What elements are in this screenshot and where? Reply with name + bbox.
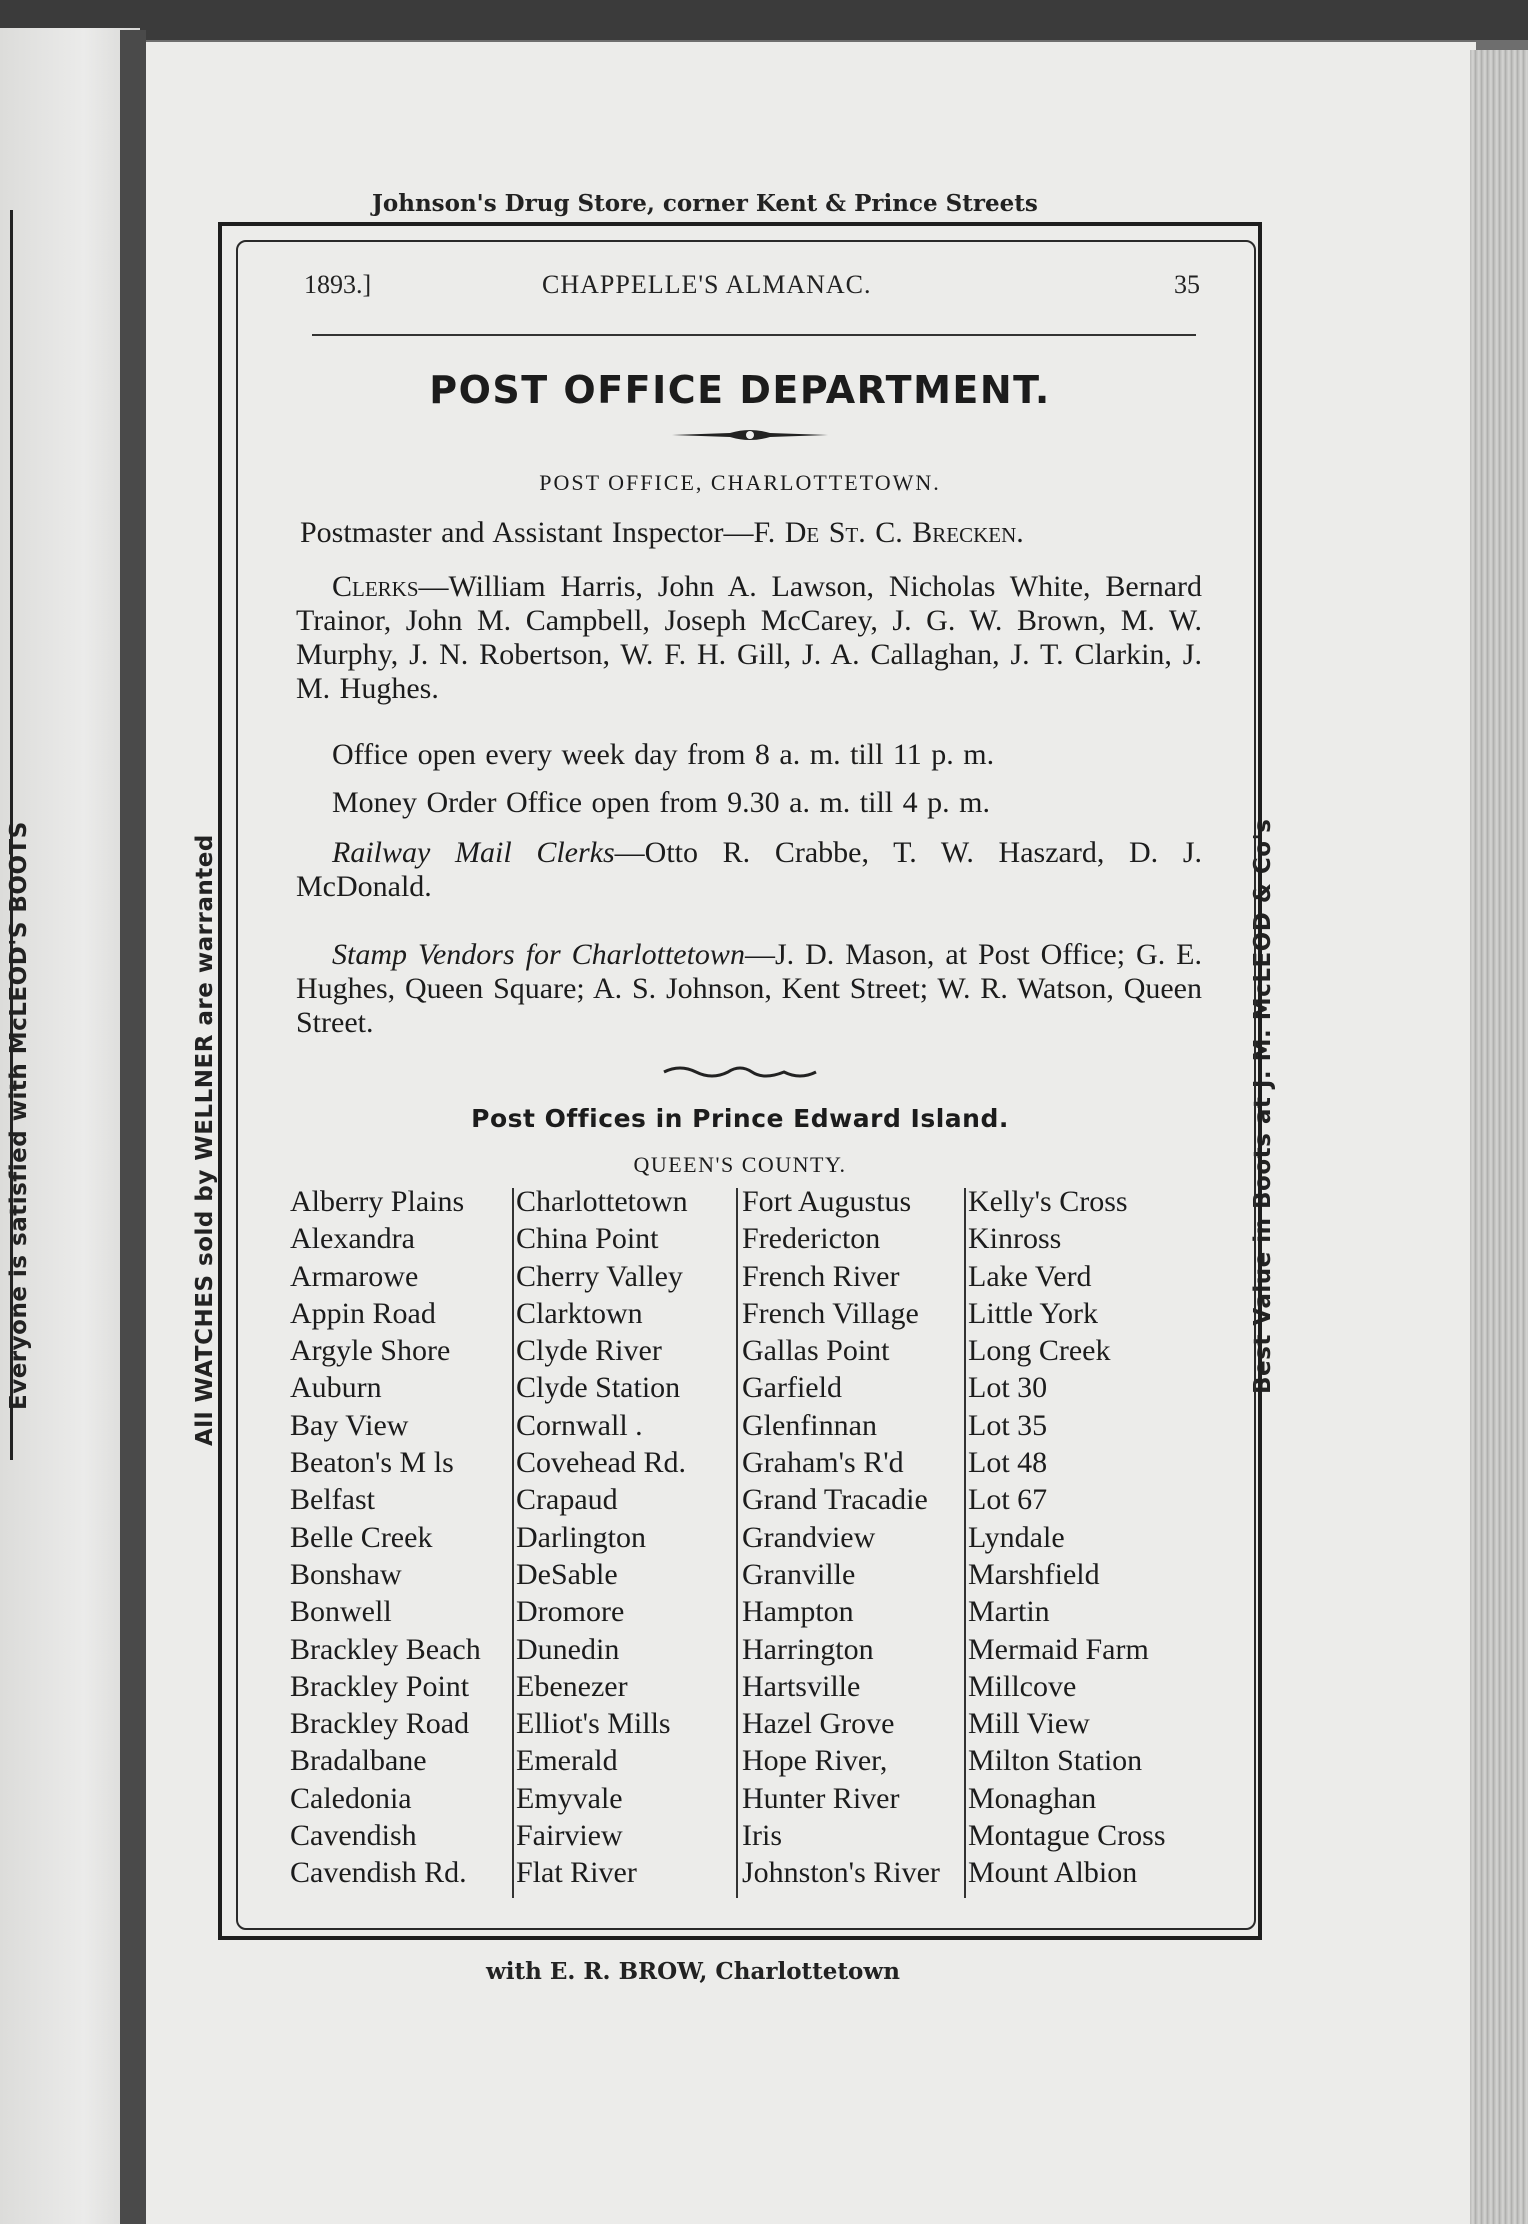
post-office-name: Beaton's M ls (290, 1446, 454, 1480)
post-office-name: Lake Verd (968, 1259, 1092, 1293)
post-office-name: Appin Road (290, 1296, 436, 1330)
post-office-name: Granville (742, 1557, 856, 1591)
post-office-name: Belle Creek (290, 1520, 433, 1554)
post-office-name: Emyvale (516, 1781, 623, 1815)
office-hours: Office open every week day from 8 a. m. till 11 p. m. (332, 738, 995, 771)
running-head-title: CHAPPELLE'S ALMANAC. (542, 270, 872, 299)
post-office-name: Crapaud (516, 1483, 618, 1517)
post-office-name: Cavendish Rd. (290, 1856, 467, 1890)
post-office-name: Hunter River (742, 1781, 900, 1815)
section-flourish (660, 1060, 820, 1082)
post-office-name: Dromore (516, 1595, 625, 1629)
post-office-name: Millcove (968, 1669, 1077, 1703)
post-office-name: Brackley Point (290, 1669, 470, 1703)
post-office-name: Little York (968, 1296, 1099, 1330)
post-office-name: Kelly's Cross (968, 1185, 1128, 1218)
post-office-name: Bay View (290, 1408, 409, 1442)
scan-top-edge (0, 0, 1528, 40)
post-office-name: Armarowe (290, 1259, 419, 1293)
post-office-name: Caledonia (290, 1781, 412, 1815)
section-title: Post Offices in Prince Edward Island. (471, 1104, 1009, 1133)
post-office-name: Bonshaw (290, 1557, 402, 1591)
post-office-name: Hartsville (742, 1669, 861, 1703)
post-office-name: Darlington (516, 1520, 646, 1554)
running-head-rule (312, 334, 1196, 336)
post-office-name: Bonwell (290, 1595, 392, 1629)
post-office-name: Emerald (516, 1744, 618, 1778)
post-office-name: Lyndale (968, 1520, 1065, 1554)
column-divider (964, 1188, 966, 1898)
left-inner-ad: All WATCHES sold by WELLNER are warranted (192, 834, 218, 1446)
post-office-name: Cavendish (290, 1819, 417, 1853)
clerks-names: —William Harris, John A. Lawson, Nicholas White, Bernard Trainor, John M. Campbell, Joseph McCarey, J. G. W. Brown, M. W. Murphy, J. N. Robertson, W. F. H. Gill, J. A. Callaghan, J. T. Clarkin, J. M. Hughes. (296, 570, 1202, 705)
post-office-name: French River (742, 1259, 900, 1293)
clerks-label: Clerks (332, 570, 419, 603)
post-office-name: Cherry Valley (516, 1259, 683, 1293)
post-office-name: Dunedin (516, 1632, 620, 1666)
post-office-name: Mount Albion (968, 1856, 1138, 1890)
post-office-column-4 (968, 1183, 1166, 1892)
post-office-name: Iris (742, 1819, 782, 1853)
railway-names: —Otto R. Crabbe, T. W. Haszard, D. J. McDonald. (296, 836, 1203, 903)
right-margin-ad: Best Value in Boots at J. M. McLEOD & Co's (1250, 818, 1276, 1394)
post-office-name: Clarktown (516, 1296, 643, 1330)
post-office-name: Montague Cross (968, 1819, 1166, 1853)
postmaster-line (300, 516, 1206, 550)
post-office-name: Bradalbane (290, 1744, 427, 1778)
post-office-name: Fort Augustus (742, 1185, 912, 1218)
post-office-name: Ebenezer (516, 1669, 628, 1703)
post-office-name: Flat River (516, 1856, 637, 1890)
footer-advertisement: with E. R. BROW, Charlottetown (486, 1958, 900, 1985)
post-office-name: Harrington (742, 1632, 874, 1666)
post-office-name: Clyde Station (516, 1371, 681, 1405)
post-office-name: French Village (742, 1296, 919, 1330)
post-office-name: Long Creek (968, 1334, 1111, 1368)
page-title: POST OFFICE DEPARTMENT. (429, 368, 1051, 412)
post-office-name: Charlottetown (516, 1185, 688, 1218)
post-office-name: Mill View (968, 1707, 1090, 1741)
post-office-name: Argyle Shore (290, 1334, 451, 1368)
post-office-name: Covehead Rd. (516, 1446, 686, 1480)
post-office-name: Monaghan (968, 1781, 1097, 1815)
post-office-name: Hampton (742, 1595, 854, 1629)
post-office-name: Auburn (290, 1371, 382, 1405)
post-office-name: Garfield (742, 1371, 842, 1405)
post-office-name: Marshfield (968, 1557, 1100, 1591)
county-heading: QUEEN'S COUNTY. (633, 1152, 847, 1177)
header-advertisement: Johnson's Drug Store, corner Kent & Prince Streets (372, 190, 1038, 217)
post-office-name: Grandview (742, 1520, 876, 1554)
post-office-name: Belfast (290, 1483, 375, 1517)
post-office-name: China Point (516, 1222, 659, 1256)
post-office-name: Lot 48 (968, 1446, 1048, 1480)
post-office-name: Milton Station (968, 1744, 1143, 1778)
title-flourish (670, 425, 830, 445)
post-office-name: Lot 67 (968, 1483, 1048, 1517)
post-office-name: Mermaid Farm (968, 1632, 1149, 1666)
stamp-vendors-paragraph (296, 938, 1202, 1040)
postmaster-name: De St. C. Brecken. (784, 516, 1024, 549)
post-office-name: Gallas Point (742, 1334, 890, 1368)
post-office-column-1 (290, 1183, 481, 1892)
post-office-name: Lot 30 (968, 1371, 1048, 1405)
railway-label: Railway Mail Clerks (332, 836, 615, 869)
post-office-name: Brackley Beach (290, 1632, 481, 1666)
post-office-name: Alexandra (290, 1222, 415, 1256)
page-stack-edge (1470, 50, 1528, 2224)
left-margin-ad: Everyone is satisfied with McLEOD'S BOOTS (6, 821, 32, 1410)
post-office-name: Martin (968, 1595, 1050, 1629)
running-head-year: 1893.] (304, 270, 372, 299)
post-office-name: Hazel Grove (742, 1707, 895, 1741)
book-gutter (120, 30, 146, 2224)
post-office-name: Cornwall . (516, 1408, 643, 1442)
post-office-name: Clyde River (516, 1334, 662, 1368)
post-office-name: Kinross (968, 1222, 1062, 1256)
railway-clerks-paragraph (296, 836, 1202, 904)
column-divider (736, 1188, 738, 1898)
post-office-name: Brackley Road (290, 1707, 470, 1741)
post-office-name: Fairview (516, 1819, 623, 1853)
stamp-names: —J. D. Mason, at Post Office; G. E. Hughes, Queen Square; A. S. Johnson, Kent Street; W. R. Watson, Queen Street. (296, 938, 1203, 1039)
page-number: 35 (1174, 270, 1200, 299)
clerks-paragraph (296, 570, 1202, 706)
post-office-name: Alberry Plains (290, 1185, 465, 1218)
post-office-name: Grand Tracadie (742, 1483, 928, 1517)
post-office-name: Graham's R'd (742, 1446, 904, 1480)
post-office-column-3 (742, 1183, 940, 1892)
post-office-name: DeSable (516, 1557, 618, 1591)
post-office-name: Fredericton (742, 1222, 881, 1256)
stamp-label: Stamp Vendors for Charlottetown (332, 938, 745, 971)
money-order-hours: Money Order Office open from 9.30 a. m. till 4 p. m. (332, 786, 990, 819)
subhead-post-office: POST OFFICE, CHARLOTTETOWN. (539, 470, 941, 495)
column-divider (512, 1188, 514, 1898)
post-office-name: Elliot's Mills (516, 1707, 671, 1741)
post-office-name: Hope River, (742, 1744, 888, 1778)
post-office-column-2 (516, 1183, 688, 1892)
post-office-name: Johnston's River (742, 1856, 940, 1890)
post-office-name: Glenfinnan (742, 1408, 877, 1442)
postmaster-text: Postmaster and Assistant Inspector—F. (300, 516, 785, 549)
post-office-name: Lot 35 (968, 1408, 1048, 1442)
